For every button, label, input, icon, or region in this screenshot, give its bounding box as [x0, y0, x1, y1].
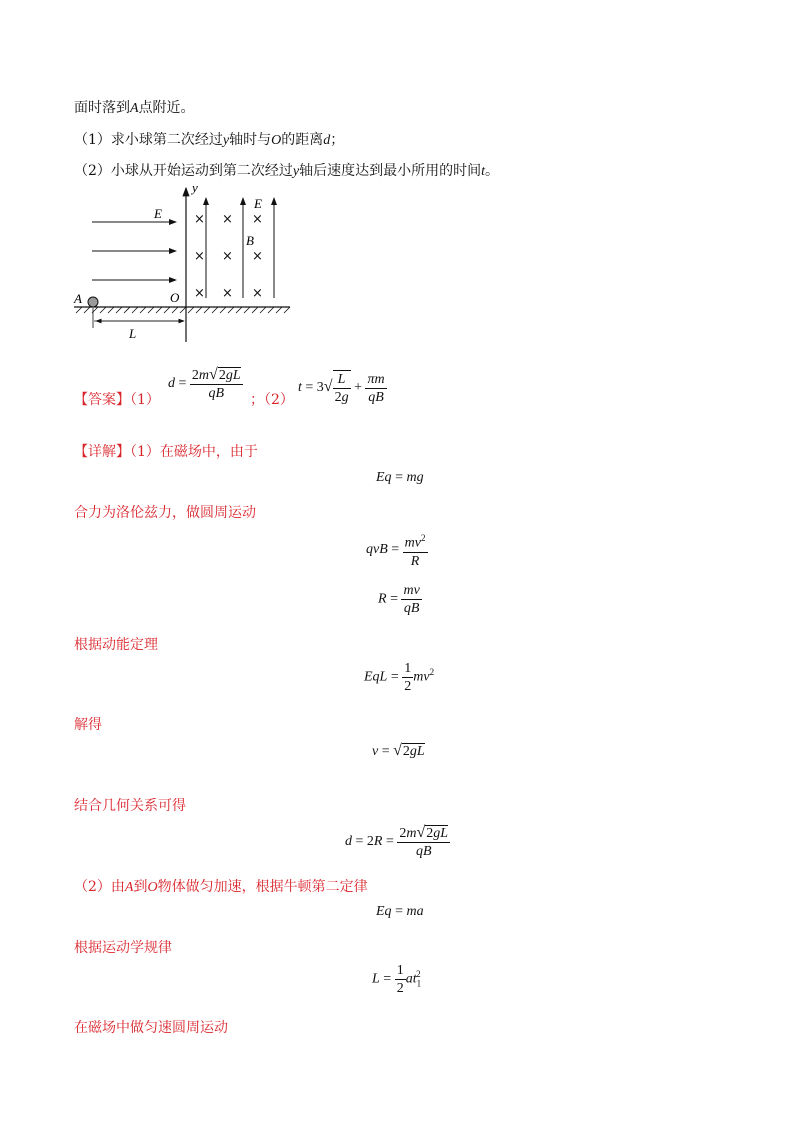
- detail-step-4: 解得: [74, 717, 102, 733]
- q1-mid: 轴时与: [229, 132, 272, 148]
- answer-sep: [250, 389, 294, 409]
- b-field-cross: ×: [222, 212, 233, 227]
- b-field-cross: ×: [252, 286, 263, 301]
- detail-line-6: [74, 876, 368, 896]
- q2-t: t: [481, 164, 486, 179]
- q1-d: d: [323, 133, 331, 148]
- intro-line: [74, 97, 195, 117]
- detail-step-1: （1）在磁场中，由于: [130, 444, 258, 460]
- answer-formula-1: d = $\frac{2m√2gL}{qB}$: [168, 366, 241, 401]
- detail-line-8: [74, 1017, 228, 1037]
- detail-step-8: 在磁场中做匀速圆周运动: [74, 1020, 228, 1036]
- b-field-label: B: [246, 233, 254, 248]
- b-field-cross: ×: [222, 286, 233, 301]
- q2-prefix: （2）小球从开始运动到第二次经过: [74, 163, 293, 179]
- q2-y: y: [292, 164, 300, 179]
- detail-tag: 【详解】: [74, 444, 130, 460]
- eq-r: R = $\frac{mv}{qB}$: [378, 583, 420, 616]
- q2-end: 。: [485, 163, 500, 179]
- point-a-label: A: [130, 101, 139, 116]
- eq-qvb: qvB = $\frac{mv^2}{R}$: [366, 530, 428, 570]
- y-axis-label: y: [192, 180, 198, 195]
- answer-part1: （1）: [130, 392, 160, 408]
- detail-step-6b: 到: [133, 879, 148, 895]
- detail-step-3: 根据动能定理: [74, 637, 158, 653]
- detail-step-5: 结合几何关系可得: [74, 798, 186, 814]
- origin-label: O: [170, 290, 180, 305]
- length-label: L: [129, 326, 137, 341]
- detail-step-7: 根据运动学规律: [74, 940, 172, 956]
- eq-kinetic: EqL = $\frac{1}{2}$ $mv^2$: [364, 661, 435, 694]
- q1-y: y: [222, 133, 230, 148]
- q1-o: O: [271, 133, 282, 148]
- answer-separator: ；: [250, 392, 264, 408]
- answer-tag: 【答案】: [74, 392, 130, 408]
- b-field-cross: ×: [252, 249, 263, 264]
- eq-kinematics: L = $\frac{1}{2}$ $at_1^2$: [372, 963, 422, 996]
- answer-part2: （2）: [264, 392, 294, 408]
- b-field-cross: ×: [194, 249, 205, 264]
- q1-end: ；: [330, 132, 345, 148]
- point-a-label: A: [74, 291, 82, 306]
- b-field-cross: ×: [194, 286, 205, 301]
- physics-diagram: [66, 180, 296, 350]
- question-1: [74, 129, 344, 149]
- detail-line-4: [74, 714, 102, 734]
- intro-text-end: 点附近。: [138, 100, 195, 116]
- answer-formula-2: t = 3√ $\frac{L}{2g}$ + $\frac{\pi m}{qB}$: [298, 371, 385, 405]
- detail-line-7: [74, 937, 172, 957]
- intro-text: 面时落到: [74, 100, 130, 116]
- detail-step-6c: 物体做匀加速，根据牛顿第二定律: [157, 879, 368, 895]
- ground-hatch: [76, 307, 290, 313]
- q1-prefix: （1）求小球第二次经过: [74, 132, 223, 148]
- detail-line-5: [74, 795, 186, 815]
- detail-step-6-a-point: A: [124, 880, 134, 895]
- e-field-label-right: E: [254, 196, 262, 211]
- q2-mid: 轴后速度达到最小所用的时间: [299, 163, 482, 179]
- detail-line-3: [74, 634, 158, 654]
- detail-line-1: [74, 441, 258, 461]
- detail-step-6-o-point: O: [147, 880, 158, 895]
- e-field-label-left: E: [154, 206, 162, 221]
- eq-d: d = 2R = $\frac{2m√2gL}{qB}$: [345, 824, 449, 859]
- ball: [88, 297, 98, 307]
- eq-v: v = √2gL: [372, 742, 425, 759]
- detail-step-2: 合力为洛伦兹力，做圆周运动: [74, 505, 256, 521]
- detail-line-2: [74, 502, 256, 522]
- b-field-cross: ×: [252, 212, 263, 227]
- b-field-cross: ×: [194, 212, 205, 227]
- eq-newton: Eq = ma: [376, 904, 424, 919]
- answer-line: [74, 389, 160, 409]
- b-field-cross: ×: [222, 249, 233, 264]
- question-2: [74, 160, 499, 180]
- eq-eq-mg: Eq = mg: [376, 470, 424, 485]
- detail-step-6a: （2）由: [74, 879, 125, 895]
- q1-mid2: 的距离: [281, 132, 324, 148]
